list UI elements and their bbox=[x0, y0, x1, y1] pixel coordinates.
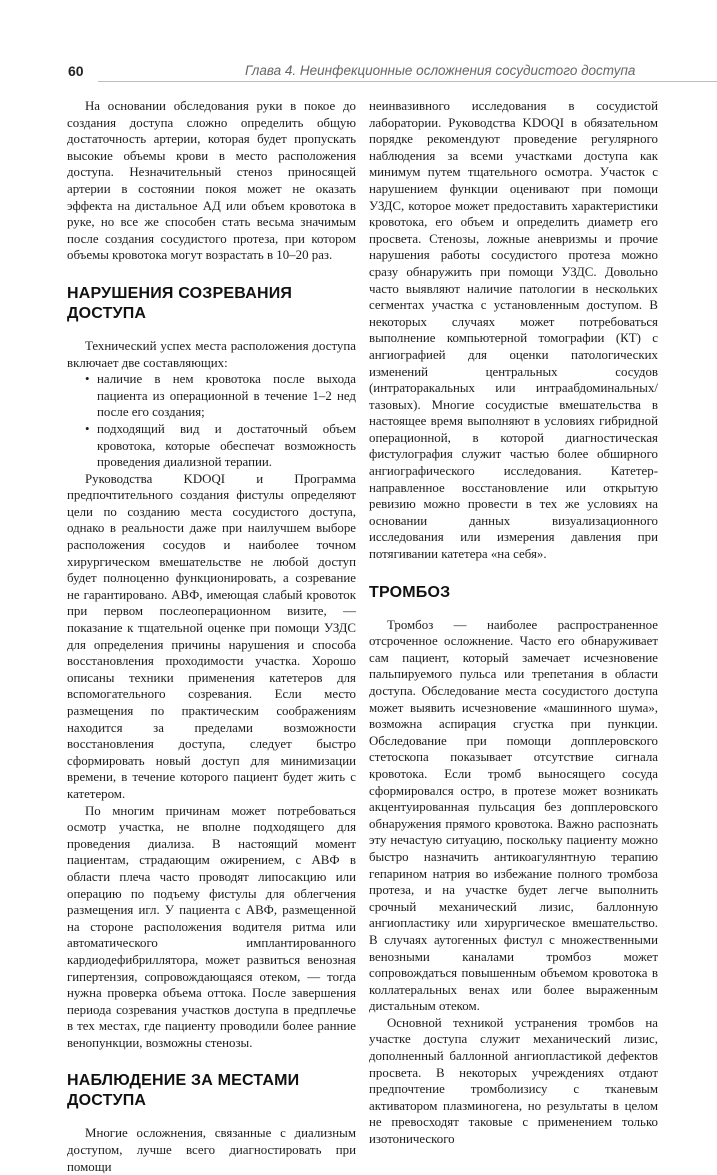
paragraph: По многим причинам может потребоваться осмотр участка, не вполне подходящего для проведения диализа. В настоящий момент пациентам, страдающим ожирением, с АВФ в области плеча часто проводят липосакцию или операцию по подъему фистулы для облегчения размещения игл. У пациента с АВФ, размещенной на стороне расположения водителя ритма или автоматического имплантированного кардиодефибриллятора, может развиться венозная гипертензия, сопровождающаяся отеком, — тогда нужна проверка объема оттока. После завершения периода созревания участков доступа в предплечье в тех местах, где пациенту проводили более ранние венопункции, возможны стенозы. bbox=[67, 803, 356, 1050]
list-item bbox=[85, 421, 356, 471]
paragraph: Руководства KDOQI и Программа предпочтительного создания фистулы определяют цели по созданию места сосудистого доступа, однако в реальности даже при наилучшем выборе расположения сосудов и наиболее точном хирургическом вмешательстве не любой доступ будет полноценно функционировать, а созревание не гарантировано. АВФ, имеющая слабый кровоток при первом послеоперационном визите, — показание к тщательной оценке при помощи УЗДС для определения причины нарушения и способа восстановления проходимости участка. Хорошо описаны техники применения катетеров для вспомогательного созревания. Если место размещения по практическим соображениям находится за пределами возможности восстановления доступа, следует быстро сформировать новый доступ для минимизации времени, в течение которого пациент будет жить с катетером. bbox=[67, 471, 356, 801]
bullet-icon: • bbox=[85, 421, 90, 436]
header-rule bbox=[98, 81, 717, 82]
section-heading-access-surveillance: НАБЛЮДЕНИЕ ЗА МЕСТАМИ ДОСТУПА bbox=[67, 1072, 300, 1110]
section-heading-thrombosis: ТРОМБОЗ bbox=[369, 583, 451, 601]
list-item-text: подходящий вид и достаточный объем кровотока, которые обеспечат возможность проведения диализной терапии. bbox=[97, 421, 356, 470]
bullet-list bbox=[67, 371, 356, 471]
paragraph: неинвазивного исследования в сосудистой лаборатории. Руководства KDOQI в обязательном порядке рекомендуют проведение регулярного наблюдения за всеми участками доступа как минимум путем тщательного осмотра. Участок с нарушением функции оценивают при помощи УЗДС, которое может предоставить характеристики кровотока, его объем и определить диаметр его просвета. Стенозы, ложные аневризмы и прочие нарушения работы сосудистого протеза можно сразу обнаружить при помощи УЗДС. Довольно часто выявляют наличие патологии в нескольких сегментах участка с установленным доступом. В некоторых случаях может потребоваться выполнение компьютерной томографии (КТ) с ангиографией для оценки патологических изменений центральных сосудов (интраторакальных или интраабдоминальных/тазовых). Многие сосудистые вмешательства в настоящее время выполняют в условиях гибридной операционной, в которой диагностическая фистулография служит частью более обширного ангиографического исследования. Катетер-направленное восстановление или открытую ревизию можно провести в тех же условиях на основании данных визуализационного исследования или измерения давления при потягивании катетера «на себя». bbox=[369, 99, 658, 562]
section-heading-access-maturation: НАРУШЕНИЯ СОЗРЕВАНИЯ ДОСТУПА bbox=[67, 284, 293, 322]
paragraph: Многие осложнения, связанные с диализным доступом, лучше всего диагностировать при помощи bbox=[67, 1126, 356, 1174]
running-head: Глава 4. Неинфекционные осложнения сосудистого доступа bbox=[245, 63, 636, 78]
list-item bbox=[85, 371, 356, 421]
page-number: 60 bbox=[68, 63, 84, 79]
paragraph: Тромбоз — наиболее распространенное отсроченное осложнение. Часто его обнаруживает сам пациент, который замечает исчезновение пальпируемого пульса или трепетания в области доступа. Обследование места сосудистого доступа может выявить исчезновение «машинного шума», возможна аспирация сгустка при пункции. Обследование при помощи допплеровского стетоскопа показывает отсутствие сигнала кровотока. Если тромб выносящего сосуда сформировался остро, в протезе может возникать акцентуированная пульсация без допплеровского обнаружения прямого кровотока. Важно распознать эту нечастую ситуацию, поскольку пациенту можно быстро назначить антикоагулянтную терапию гепарином натрия во избежание полного тромбоза протеза, и на участке будет легче выполнить срочный механический лизис, баллонную ангиопластику или хирургическое вмешательство. В случаях аутогенных фистул с множественными венозными каналами тромбоз может сопровождаться повышенным объемом кровотока в коллатеральных венах или более выраженным дистальным отеком. bbox=[369, 617, 658, 1014]
paragraph: Основной техникой устранения тромбов на участке доступа служит механический лизис, дополненный баллонной ангиопластикой дефектов просвета. В некоторых учреждениях отдают предпочтение тромболизису с тканевым активатором плазминогена, но результаты в целом не превосходят таковые с применением только изотонического bbox=[369, 1015, 658, 1147]
paragraph: Технический успех места расположения доступа включает две составляющих: bbox=[67, 338, 356, 370]
right-column bbox=[369, 98, 658, 1148]
left-column bbox=[67, 98, 356, 1175]
list-item-text: наличие в нем кровотока после выхода пациента из операционной в течение 1–2 нед после его создания; bbox=[97, 372, 356, 420]
paragraph: На основании обследования руки в покое до создания доступа сложно определить общую достаточность артерии, которая будет пропускать высокие объемы крови в место расположения доступа. Незначительный стеноз приносящей артерии в состоянии покоя может не оказать эффекта на дистальное АД или объем кровотока в руке, но все же способен стать весьма значимым после создания сосудистого протеза, при котором объемы кровотока могут возрастать в 10–20 раз. bbox=[67, 99, 356, 263]
bullet-icon: • bbox=[85, 372, 90, 387]
